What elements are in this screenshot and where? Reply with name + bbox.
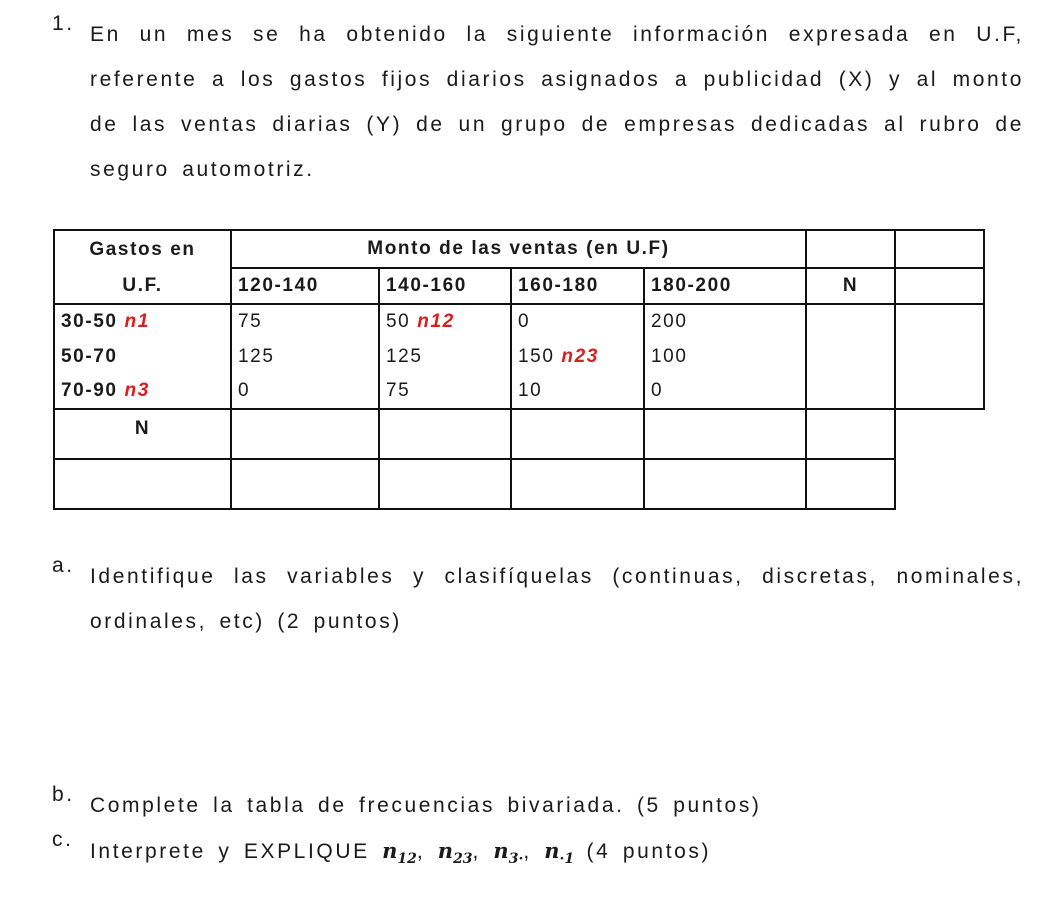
empty-cell <box>895 304 984 339</box>
row-total-cell <box>806 304 895 339</box>
question-number: 1. <box>52 12 75 35</box>
grand-total-cell <box>806 409 895 459</box>
table-cell: 125 <box>379 339 511 374</box>
table-cell: 150 n23 <box>511 339 644 374</box>
row-total-cell <box>806 374 895 409</box>
empty-cell <box>806 230 895 268</box>
corner-header: Gastos en <box>54 230 231 268</box>
table-cell: 100 <box>644 339 806 374</box>
table-cell: 0 <box>511 304 644 339</box>
total-col-header: N <box>806 268 895 304</box>
table-cell: 200 <box>644 304 806 339</box>
table-cell: 50 n12 <box>379 304 511 339</box>
item-letter: b. <box>52 783 75 806</box>
math-n12: $n_{12}$ <box>382 838 417 868</box>
item-letter: a. <box>52 554 75 577</box>
bivariate-frequency-table <box>53 229 985 510</box>
table-cell: 0 <box>231 374 379 409</box>
col-header: 160-180 <box>511 268 644 304</box>
col-total-cell <box>511 409 644 459</box>
table-cell: 0 <box>644 374 806 409</box>
table-cell: 125 <box>231 339 379 374</box>
total-row-label: N <box>54 409 231 459</box>
math-n-dot-1: $n_{\cdot 1}$ <box>544 838 575 868</box>
empty-cell <box>806 459 895 509</box>
col-total-cell <box>231 409 379 459</box>
empty-cell <box>895 268 984 304</box>
col-total-cell <box>379 409 511 459</box>
item-text: Identifique las variables y clasifíquelas (continuas, discretas, nominales, ordinales, etc) (2 puntos) <box>90 565 1024 633</box>
item-text: Interprete y EXPLIQUE $n_{12}$, $n_{23}$, $n_{3\cdot}$, $n_{\cdot 1}$ (4 puntos) <box>90 838 712 868</box>
math-n23: $n_{23}$ <box>437 838 473 868</box>
empty-cell <box>511 459 644 509</box>
question-text: En un mes se ha obtenido la siguiente información expresada en U.F, referente a los gastos fijos diarios asignados a publicidad (X) y al monto de las ventas diarias (Y) de un grupo de empresas dedicadas al rubro de seguro automotriz. <box>90 23 1024 181</box>
empty-cell <box>895 374 984 409</box>
table-cell: 10 <box>511 374 644 409</box>
corner-header-line2: U.F. <box>54 268 231 304</box>
col-header: 140-160 <box>379 268 511 304</box>
item-letter: c. <box>52 828 74 851</box>
math-n3-dot: $n_{3\cdot}$ <box>493 838 524 868</box>
empty-cell <box>231 459 379 509</box>
col-header: 120-140 <box>231 268 379 304</box>
row-label: 30-50 n1 <box>54 304 231 339</box>
empty-cell <box>54 459 231 509</box>
col-total-cell <box>644 409 806 459</box>
table-cell: 75 <box>231 304 379 339</box>
empty-cell <box>895 339 984 374</box>
row-label: 70-90 n3 <box>54 374 231 409</box>
row-total-cell <box>806 339 895 374</box>
item-text: Complete la tabla de frecuencias bivariada. (5 puntos) <box>90 794 762 817</box>
empty-cell <box>644 459 806 509</box>
row-label: 50-70 <box>54 339 231 374</box>
empty-cell <box>379 459 511 509</box>
col-header: 180-200 <box>644 268 806 304</box>
table-cell: 75 <box>379 374 511 409</box>
empty-cell <box>895 230 984 268</box>
group-header: Monto de las ventas (en U.F) <box>231 230 806 268</box>
